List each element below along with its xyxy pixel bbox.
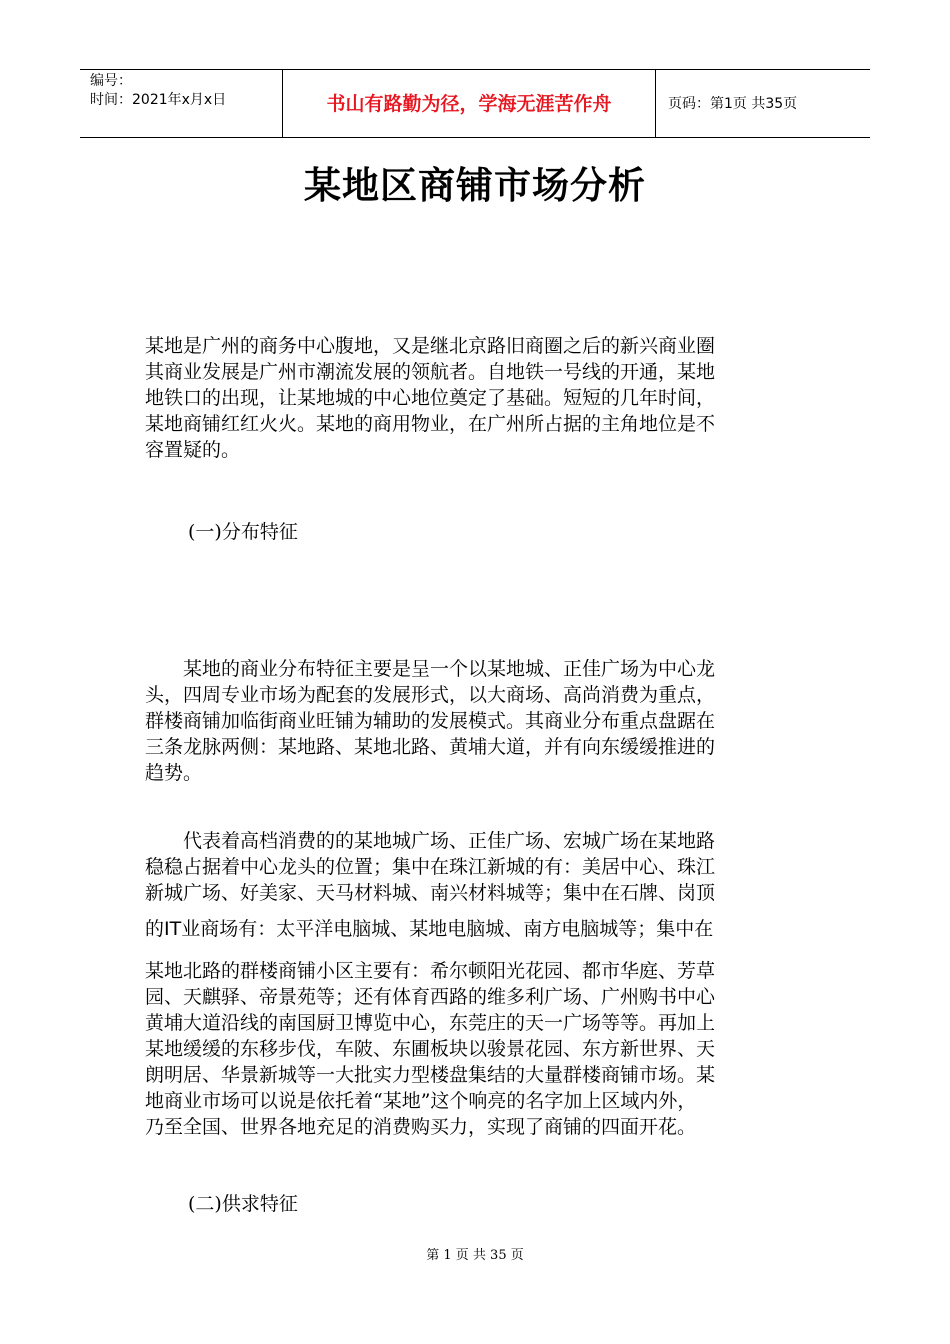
text-line: 头，四周专业市场为配套的发展形式，以大商场、高尚消费为重点， xyxy=(145,684,716,706)
text-line: 容置疑的。 xyxy=(145,439,241,461)
text-line: 新城广场、好美家、天马材料城、南兴材料城等；集中在石牌、岗顶 xyxy=(145,882,716,904)
header-info-cell xyxy=(80,70,282,137)
text-fragment: 的 xyxy=(145,918,165,940)
motto-text: 书山有路勤为径，学海无涯苦作舟 xyxy=(326,93,612,115)
text-line: 乃至全国、世界各地充足的消费购买力，实现了商铺的四面开花。 xyxy=(145,1116,697,1138)
header-page-cell xyxy=(656,70,870,137)
text-line: 稳稳占据着中心龙头的位置；集中在珠江新城的有：美居中心、珠江 xyxy=(145,856,716,878)
document-title: 某地区商铺市场分析 xyxy=(304,164,646,207)
text-line: 朗明居、华景新城等一大批实力型楼盘集结的大量群楼商铺市场。某 xyxy=(145,1064,716,1086)
it-market-line xyxy=(145,916,825,942)
text-line: 群楼商铺加临街商业旺铺为辅助的发展模式。其商业分布重点盘踞在 xyxy=(145,710,716,732)
text-line: 代表着高档消费的的某地城广场、正佳广场、宏城广场在某地路 xyxy=(145,830,716,852)
text-line: 某地缓缓的东移步伐，车陂、东圃板块以骏景花园、东方新世界、天 xyxy=(145,1038,716,1060)
text-line: 其商业发展是广州市潮流发展的领航者。自地铁一号线的开通，某地 xyxy=(145,361,716,383)
text-line: 趋势。 xyxy=(145,762,203,784)
page-info: 页码：第1页 共35页 xyxy=(668,96,798,112)
date-label: 时间：2021年x月x日 xyxy=(90,92,227,108)
header-motto-cell xyxy=(282,70,656,137)
serial-number-label: 编号： xyxy=(90,73,132,89)
representative-paragraph-b xyxy=(145,958,825,1140)
distribution-paragraph xyxy=(145,656,825,786)
it-abbreviation: IT xyxy=(164,918,182,940)
text-line: 地商业市场可以说是依托着“某地”这个响亮的名字加上区域内外， xyxy=(145,1090,697,1112)
section-heading-distribution: (一)分布特征 xyxy=(188,521,298,543)
text-line: 园、天麒驿、帝景苑等；还有体育西路的维多利广场、广州购书中心 xyxy=(145,986,716,1008)
text-fragment: 业商场有：太平洋电脑城、某地电脑城、南方电脑城等；集中在 xyxy=(181,918,714,940)
text-line: 某地北路的群楼商铺小区主要有：希尔顿阳光花园、都市华庭、芳草 xyxy=(145,960,716,982)
text-line: 黄埔大道沿线的南国厨卫博览中心，东莞庄的天一广场等等。再加上 xyxy=(145,1012,716,1034)
intro-paragraph xyxy=(145,333,825,463)
document-header xyxy=(80,69,870,138)
page-footer: 第 1 页 共 35 页 xyxy=(426,1248,524,1263)
section-heading-supply-demand: (二)供求特征 xyxy=(188,1193,298,1215)
text-line: 地铁口的出现，让某地城的中心地位奠定了基础。短短的几年时间， xyxy=(145,387,716,409)
text-line: 某地的商业分布特征主要是呈一个以某地城、正佳广场为中心龙 xyxy=(145,658,716,680)
text-line: 三条龙脉两侧：某地路、某地北路、黄埔大道，并有向东缓缓推进的 xyxy=(145,736,716,758)
text-line: 某地是广州的商务中心腹地，又是继北京路旧商圈之后的新兴商业圈 xyxy=(145,335,716,357)
representative-paragraph-a xyxy=(145,828,825,906)
text-line: 某地商铺红红火火。某地的商用物业，在广州所占据的主角地位是不 xyxy=(145,413,716,435)
